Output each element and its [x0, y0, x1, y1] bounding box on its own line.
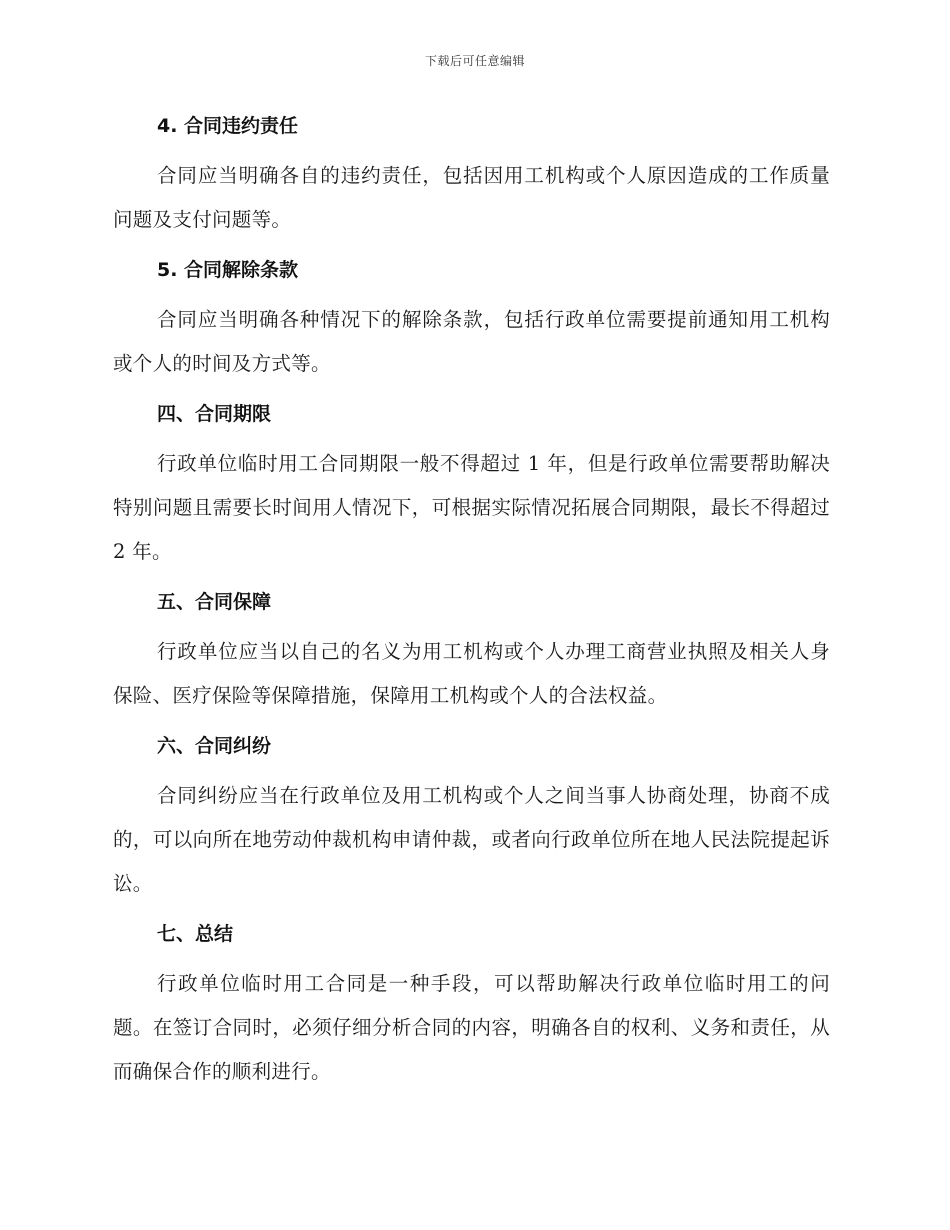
section-paragraph: 合同应当明确各自的违约责任，包括因用工机构或个人原因造成的工作质量问题及支付问题等。: [113, 164, 830, 231]
section-heading: 4. 合同违约责任: [157, 115, 299, 137]
section-breach-liability: [113, 108, 830, 242]
section-contract-term: [113, 396, 830, 574]
page-header: 下载后可任意编辑: [424, 54, 525, 68]
section-paragraph: 合同纠纷应当在行政单位及用工机构或个人之间当事人协商处理，协商不成的，可以向所在地劳动仲裁机构申请仲裁，或者向行政单位所在地人民法院提起诉讼。: [113, 784, 830, 895]
section-heading: 四、合同期限: [157, 403, 272, 425]
section-summary: [113, 916, 830, 1094]
section-termination-clause: [113, 252, 830, 386]
section-heading: 六、合同纠纷: [157, 735, 272, 757]
section-contract-dispute: [113, 728, 830, 906]
document-body: [113, 108, 830, 1104]
section-paragraph: 行政单位应当以自己的名义为用工机构或个人办理工商营业执照及相关人身保险、医疗保险等保障措施，保障用工机构或个人的合法权益。: [113, 640, 830, 707]
section-paragraph: 行政单位临时用工合同期限一般不得超过 1 年，但是行政单位需要帮助解决特别问题且需要长时间用人情况下，可根据实际情况拓展合同期限，最长不得超过 2 年。: [113, 452, 830, 563]
section-contract-protection: [113, 584, 830, 718]
section-heading: 七、总结: [157, 923, 234, 945]
section-paragraph: 合同应当明确各种情况下的解除条款，包括行政单位需要提前通知用工机构或个人的时间及方式等。: [113, 308, 830, 375]
section-paragraph: 行政单位临时用工合同是一种手段，可以帮助解决行政单位临时用工的问题。在签订合同时，必须仔细分析合同的内容，明确各自的权利、义务和责任，从而确保合作的顺利进行。: [113, 972, 830, 1083]
section-heading: 五、合同保障: [157, 591, 272, 613]
section-heading: 5. 合同解除条款: [157, 259, 299, 281]
